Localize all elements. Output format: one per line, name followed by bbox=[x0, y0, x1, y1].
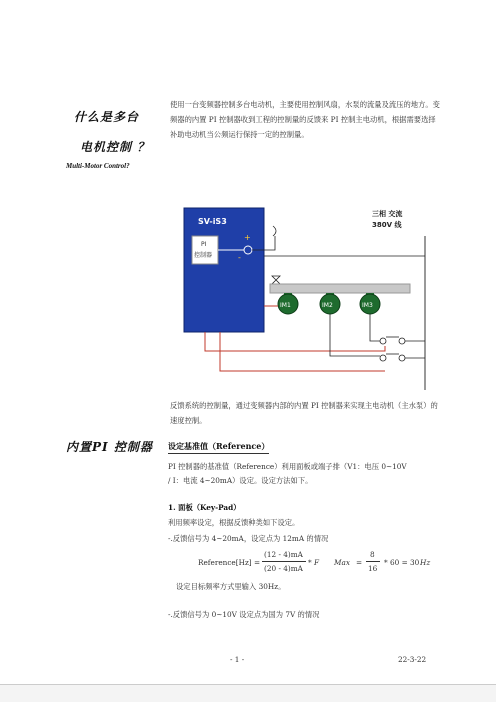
pi-label-2: 控制器 bbox=[194, 252, 213, 259]
section2-line2: / I：电流 4~20mA）设定。设定方法如下。 bbox=[168, 476, 313, 485]
formula-unit: Hz bbox=[420, 558, 431, 567]
formula-num: (12 - 4)mA bbox=[264, 550, 303, 559]
motor-label: IM1 bbox=[280, 302, 291, 309]
contactor-icon bbox=[380, 355, 386, 361]
bullet2: -.反馈信号为 0~10V 设定点为国为 7V 的情况 bbox=[168, 610, 320, 619]
contactor-icon bbox=[399, 355, 405, 361]
section-heading-line2: 电机控制 ？ bbox=[80, 140, 151, 154]
formula-max: Max bbox=[334, 558, 350, 567]
contactor-icon bbox=[399, 338, 405, 344]
footer-band bbox=[0, 685, 496, 702]
section2-title: 设定基准值（Reference） bbox=[168, 441, 269, 454]
formula-eq2: = bbox=[356, 558, 363, 567]
wire-im3 bbox=[370, 314, 380, 341]
valve-icon bbox=[272, 276, 280, 284]
pipe bbox=[270, 284, 410, 293]
formula-den: (20 - 4)mA bbox=[264, 564, 303, 573]
section2-line1: PI 控制器的基准值（Reference）利用面板或端子排（V1：电压 0~10V bbox=[168, 462, 407, 471]
motor-label: IM3 bbox=[362, 302, 373, 309]
inverter-label: SV-iS3 bbox=[198, 217, 227, 226]
motor-im1 bbox=[278, 293, 298, 314]
footer-date: 22-3-22 bbox=[398, 655, 427, 664]
contactor-icon bbox=[380, 338, 386, 344]
formula-note: 设定目标频率方式里输入 30Hz。 bbox=[176, 582, 286, 591]
page-number: - 1 - bbox=[230, 655, 245, 664]
motor-label: IM2 bbox=[322, 302, 333, 309]
item1-desc: 利用频率设定，根据反馈种类如下设定。 bbox=[168, 518, 300, 527]
formula-num2: 8 bbox=[370, 550, 375, 559]
multi-motor-diagram bbox=[180, 196, 440, 390]
section-subheading: Multi-Motor Control? bbox=[66, 162, 130, 170]
formula-rest: * 60 = 30 bbox=[384, 558, 420, 567]
pi-label-1: PI bbox=[201, 241, 207, 248]
formula-den2: 16 bbox=[368, 564, 378, 573]
motor-im2 bbox=[320, 293, 340, 314]
plus-sign: + bbox=[244, 233, 251, 242]
wire-im2 bbox=[330, 314, 380, 356]
formula-lhs: Reference[Hz] = bbox=[198, 558, 261, 567]
supply-label-2: 380V 线 bbox=[372, 221, 402, 229]
supply-label-1: 三相 交流 bbox=[372, 210, 403, 218]
section-heading-line1: 什么是多台 bbox=[74, 110, 140, 124]
formula-mult: * F bbox=[308, 558, 320, 567]
section2-heading: 内置PI 控制器 bbox=[66, 440, 153, 454]
intro-paragraph: 使用一台变频器控制多台电动机，主要使用控制风扇，水泵的流量及流压的地方。变频器的内置 PI 控制器收到工程的控制量的反馈来 PI 控制主电动机，根据需要选择补助电动机当公频运行保持一定的控制量。 bbox=[170, 100, 440, 139]
bullet1: -.反馈信号为 4~20mA，设定点为 12mA 的情况 bbox=[168, 534, 329, 543]
motor-im3 bbox=[360, 293, 380, 314]
diagram-caption: 反馈系统的控制量，通过变频器内部的内置 PI 控制器来实现主电动机（主水泵）的速度控制。 bbox=[170, 401, 438, 425]
item1-title: 1. 面板（Key-Pad） bbox=[168, 503, 241, 512]
wire-feed-1 bbox=[205, 332, 385, 351]
inverter-box bbox=[184, 208, 264, 332]
minus-sign: - bbox=[238, 253, 241, 262]
